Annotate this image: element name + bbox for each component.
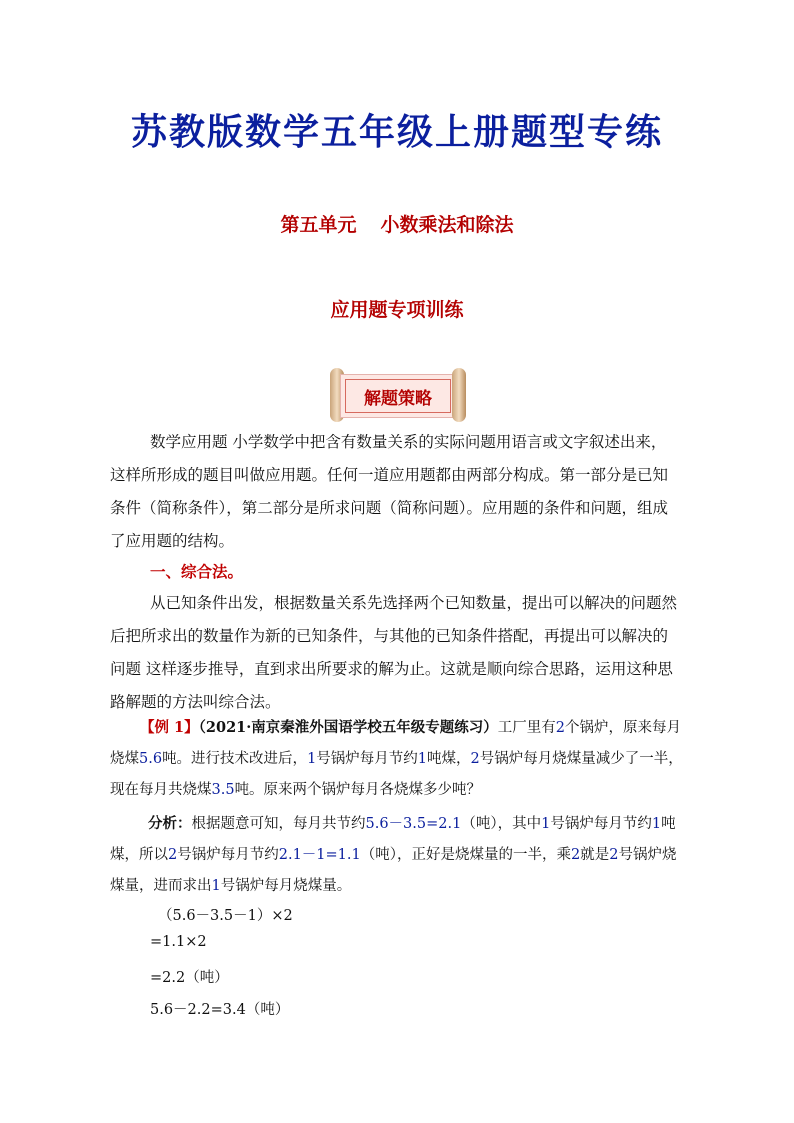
example-number: 2 — [470, 751, 480, 767]
analysis-text: 吨煤，所以 — [110, 816, 676, 863]
analysis-number: 2 — [168, 847, 178, 863]
example-problem — [110, 712, 685, 806]
calc-line-4: 5.6－2.2=3.4（吨） — [150, 1002, 290, 1018]
analysis-text: 号锅炉每月节约 — [177, 847, 279, 863]
example-text: 号锅炉每月节约 — [316, 751, 418, 767]
example-source: （2021·南京秦淮外国语学校五年级专题练习） — [198, 719, 498, 736]
example-text: 号锅炉每月烧煤量减少了一半，现在每月共烧煤 — [110, 751, 683, 798]
scroll-paper — [340, 374, 456, 418]
scroll-roll-right — [452, 368, 466, 422]
analysis-number: 2.1－1=1.1 — [278, 847, 361, 863]
section-heading: 一、综合法。 — [150, 563, 244, 581]
example-text: 吨。原来两个锅炉每月各烧煤多少吨？ — [234, 782, 482, 798]
example-text: 吨。进行技术改进后， — [162, 751, 308, 767]
calc-line-2: =1.1×2 — [150, 934, 207, 950]
analysis-text: 根据题意可知，每月共节约 — [191, 816, 366, 832]
analysis-text: 号锅炉烧煤量，进而求出 — [110, 847, 677, 894]
unit-heading — [0, 210, 794, 237]
example-number: 5.6 — [139, 751, 163, 767]
analysis-text: （吨），其中 — [461, 816, 542, 832]
method-text: 从已知条件出发，根据数量关系先选择两个已知数量，提出可以解决的问题然后把所求出的数量作为新的已知条件，与其他的已知条件搭配，再提出可以解决的问题 这样逐步推导，直到求出所要求的解为止。这就是顺向综合思路，运用这种思路解题的方法叫综合法。 — [110, 594, 678, 711]
example-text: 个锅炉，原来每月烧煤 — [110, 720, 682, 767]
scroll-banner — [330, 368, 466, 422]
analysis-number: 5.6－3.5=2.1 — [365, 816, 462, 832]
document-title: 苏教版数学五年级上册题型专练 — [130, 111, 663, 153]
analysis-paragraph — [110, 808, 685, 902]
analysis-text: 号锅炉每月烧煤量。 — [220, 878, 352, 894]
calc-line-3: =2.2（吨） — [150, 970, 229, 986]
example-number: 1 — [417, 751, 428, 767]
example-text: 工厂里有 — [497, 720, 556, 736]
analysis-number: 2 — [570, 847, 581, 863]
section-subtitle: 应用题专项训练 — [330, 299, 464, 321]
example-label: 【例 1】 — [140, 719, 199, 736]
unit-label: 第五单元 — [280, 214, 357, 236]
analysis-text: （吨），正好是烧煤量的一半，乘 — [360, 847, 571, 863]
analysis-text: 号锅炉每月节约 — [550, 816, 652, 832]
analysis-text: 就是 — [580, 847, 610, 863]
analysis-number: 1 — [541, 816, 551, 832]
intro-paragraph — [110, 426, 680, 558]
example-number: 3.5 — [211, 782, 235, 798]
calc-line-1: （5.6－3.5－1）×2 — [158, 908, 293, 924]
analysis-number: 1 — [211, 878, 221, 894]
unit-topic: 小数乘法和除法 — [380, 214, 514, 236]
banner-label: 解题策略 — [345, 379, 451, 413]
example-number: 2 — [555, 720, 566, 736]
analysis-number: 1 — [651, 816, 662, 832]
intro-text: 数学应用题 小学数学中把含有数量关系的实际问题用语言或文字叙述出来，这样所形成的题目叫做应用题。任何一道应用题都由两部分构成。第一部分是已知条件（简称条件），第二部分是所求问题（简称问题）。应用题的条件和问题，组成了应用题的结构。 — [110, 433, 669, 550]
example-text: 吨煤， — [427, 751, 471, 767]
analysis-label: 分析： — [148, 815, 192, 832]
method-paragraph — [110, 587, 680, 719]
example-number: 1 — [307, 751, 317, 767]
analysis-number: 2 — [609, 847, 619, 863]
